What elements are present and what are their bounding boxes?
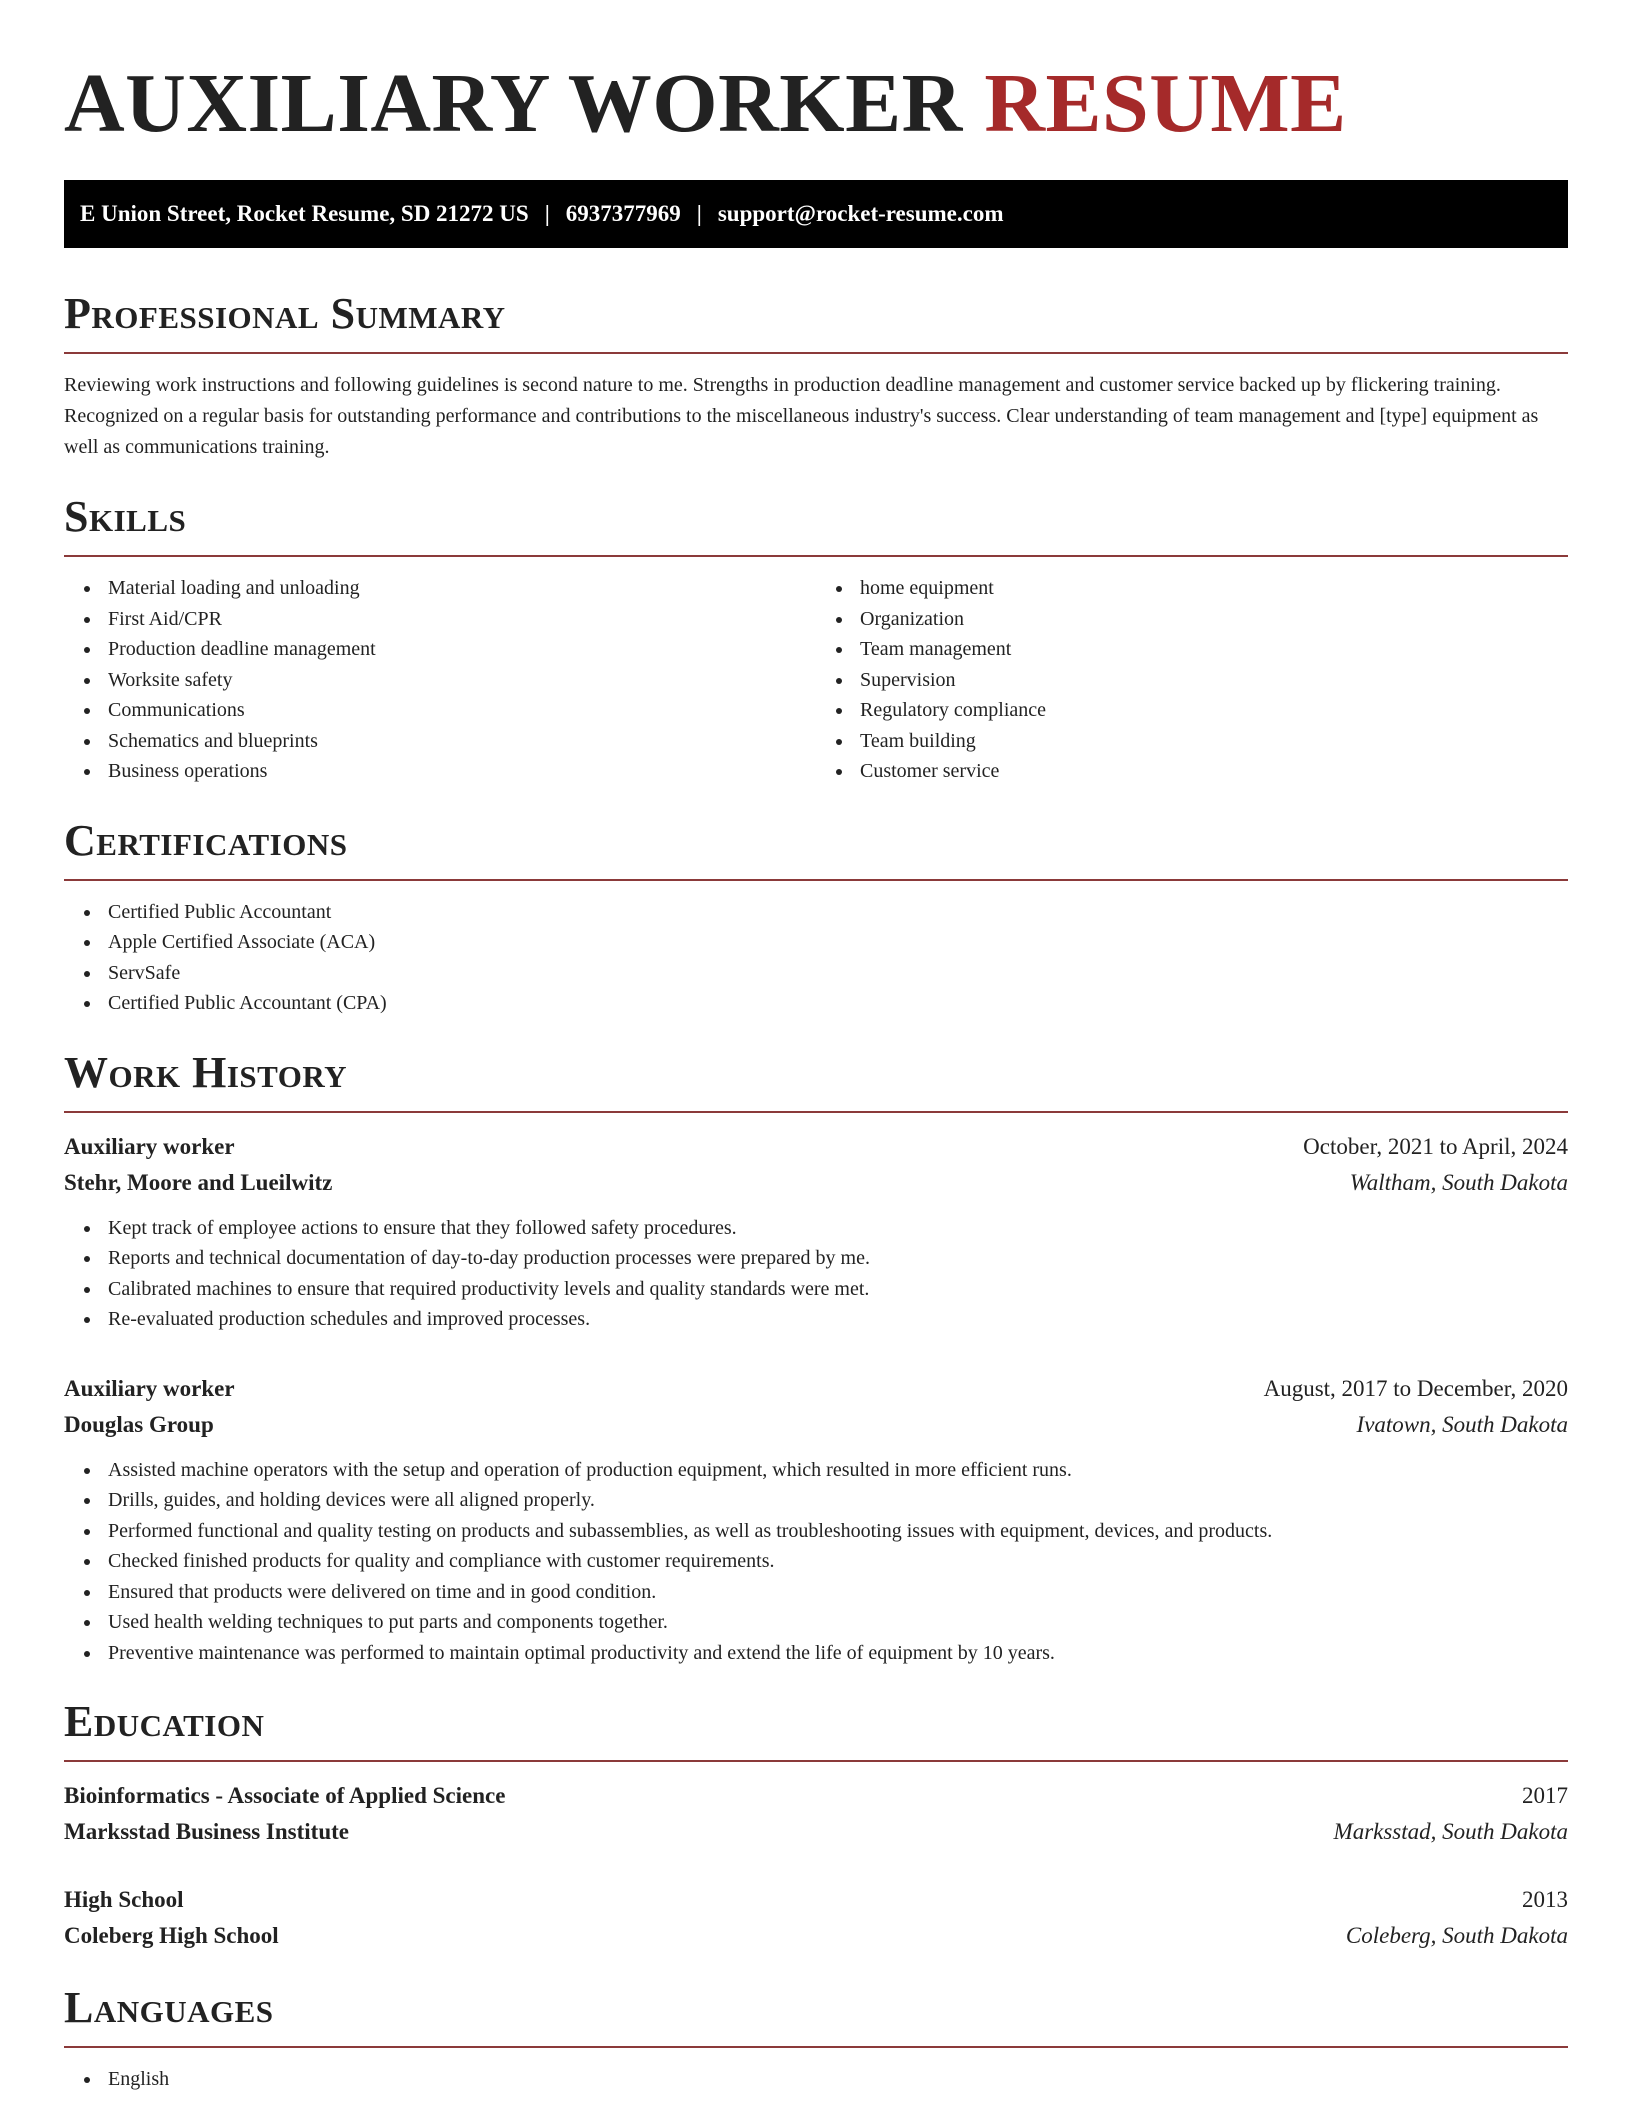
certification-item: ServSafe — [64, 958, 1568, 989]
language-item: English — [64, 2064, 1568, 2095]
certification-item: Certified Public Accountant — [64, 897, 1568, 928]
certifications-section — [64, 815, 1568, 1019]
skill-item: home equipment — [816, 573, 1568, 604]
section-heading-work-history: Work History — [64, 1047, 348, 1097]
job-location: Waltham, South Dakota — [1349, 1169, 1568, 1195]
skill-item: Schematics and blueprints — [64, 726, 816, 757]
job-dates: October, 2021 to April, 2024 — [1303, 1133, 1568, 1159]
job-location: Ivatown, South Dakota — [1356, 1411, 1568, 1437]
education-entry — [64, 1882, 1568, 1954]
section-divider — [64, 352, 1568, 354]
skill-item: First Aid/CPR — [64, 604, 816, 635]
skills-list-left — [64, 573, 816, 787]
skill-item: Business operations — [64, 756, 816, 787]
section-divider — [64, 555, 1568, 557]
resume-title — [64, 0, 1568, 152]
job-entry — [64, 1129, 1568, 1335]
skills-list-right — [816, 573, 1568, 787]
job-duty: Performed functional and quality testing on products and subassemblies, as well as troubleshooting issues with equipment, devices, and products. — [64, 1516, 1568, 1547]
job-duty: Re-evaluated production schedules and improved processes. — [64, 1304, 1568, 1335]
job-duty: Reports and technical documentation of day-to-day production processes were prepared by me. — [64, 1243, 1568, 1274]
skill-item: Team management — [816, 634, 1568, 665]
job-duty: Kept track of employee actions to ensure that they followed safety procedures. — [64, 1213, 1568, 1244]
skills-columns — [64, 573, 1568, 787]
education-school-row — [64, 1814, 1568, 1850]
section-heading-education: Education — [64, 1697, 265, 1746]
section-heading-certifications: Certifications — [64, 815, 348, 865]
section-divider — [64, 1760, 1568, 1762]
education-location: Marksstad, South Dakota — [1333, 1819, 1568, 1844]
contact-phone: 6937377969 — [565, 201, 681, 226]
skill-item: Worksite safety — [64, 665, 816, 696]
skills-section — [64, 491, 1568, 787]
skill-item: Team building — [816, 726, 1568, 757]
education-school: Coleberg High School — [64, 1923, 279, 1948]
skill-item: Communications — [64, 695, 816, 726]
summary-text: Reviewing work instructions and following guidelines is second nature to me. Strengths in production deadline management and customer service backed up by flickering training. Recognized on a regular basis for outstanding performance and contributions to the miscellaneous industry's success. Clear understanding of team management and [type] equipment as well as communications training. — [64, 374, 1539, 458]
job-duty: Drills, guides, and holding devices were all aligned properly. — [64, 1485, 1568, 1516]
skill-item: Organization — [816, 604, 1568, 635]
job-company: Douglas Group — [64, 1411, 214, 1437]
education-location: Coleberg, South Dakota — [1345, 1923, 1568, 1948]
job-duties-list — [64, 1455, 1568, 1669]
contact-address: E Union Street, Rocket Resume, SD 21272 US — [80, 201, 529, 226]
certification-item: Apple Certified Associate (ACA) — [64, 927, 1568, 958]
job-duty: Ensured that products were delivered on time and in good condition. — [64, 1577, 1568, 1608]
section-heading-languages: Languages — [64, 1983, 274, 2032]
contact-separator: | — [696, 201, 702, 226]
job-duty: Checked finished products for quality and compliance with customer requirements. — [64, 1546, 1568, 1577]
job-title: Auxiliary worker — [64, 1375, 235, 1401]
job-dates: August, 2017 to December, 2020 — [1263, 1375, 1568, 1401]
job-duty: Used health welding techniques to put parts and components together. — [64, 1607, 1568, 1638]
certification-item: Certified Public Accountant (CPA) — [64, 988, 1568, 1019]
education-degree-row — [64, 1882, 1568, 1918]
education-degree-row — [64, 1778, 1568, 1814]
skill-item: Regulatory compliance — [816, 695, 1568, 726]
education-year: 2017 — [1522, 1783, 1568, 1808]
education-school-row — [64, 1918, 1568, 1954]
section-divider — [64, 879, 1568, 881]
education-section — [64, 1696, 1568, 1954]
education-degree: Bioinformatics - Associate of Applied Science — [64, 1783, 506, 1808]
contact-email: support@rocket-resume.com — [717, 201, 1004, 226]
work-history-section — [64, 1047, 1568, 1669]
education-year: 2013 — [1522, 1887, 1568, 1912]
title-accent: RESUME — [984, 57, 1347, 150]
contact-bar — [64, 180, 1568, 248]
education-degree: High School — [64, 1887, 184, 1912]
languages-section — [64, 1982, 1568, 2095]
job-title: Auxiliary worker — [64, 1133, 235, 1159]
skill-item: Supervision — [816, 665, 1568, 696]
section-divider — [64, 2046, 1568, 2048]
job-company-row — [64, 1165, 1568, 1201]
education-school: Marksstad Business Institute — [64, 1819, 349, 1844]
contact-separator: | — [544, 201, 550, 226]
job-entry — [64, 1371, 1568, 1669]
section-heading-summary: Professional Summary — [64, 289, 506, 338]
section-divider — [64, 1111, 1568, 1113]
job-duty: Preventive maintenance was performed to maintain optimal productivity and extend the life of equipment by 10 years. — [64, 1638, 1568, 1669]
job-header-row — [64, 1129, 1568, 1165]
section-heading-skills: Skills — [64, 492, 187, 541]
skill-item: Production deadline management — [64, 634, 816, 665]
job-company-row — [64, 1407, 1568, 1443]
job-header-row — [64, 1371, 1568, 1407]
job-company: Stehr, Moore and Lueilwitz — [64, 1169, 333, 1195]
education-entry — [64, 1778, 1568, 1850]
job-duties-list — [64, 1213, 1568, 1335]
title-main: AUXILIARY WORKER — [64, 57, 963, 150]
job-duty: Assisted machine operators with the setup and operation of production equipment, which resulted in more efficient runs. — [64, 1455, 1568, 1486]
languages-list — [64, 2064, 1568, 2095]
certifications-list — [64, 897, 1568, 1019]
skill-item: Material loading and unloading — [64, 573, 816, 604]
summary-section — [64, 288, 1568, 463]
skill-item: Customer service — [816, 756, 1568, 787]
job-duty: Calibrated machines to ensure that required productivity levels and quality standards were met. — [64, 1274, 1568, 1305]
